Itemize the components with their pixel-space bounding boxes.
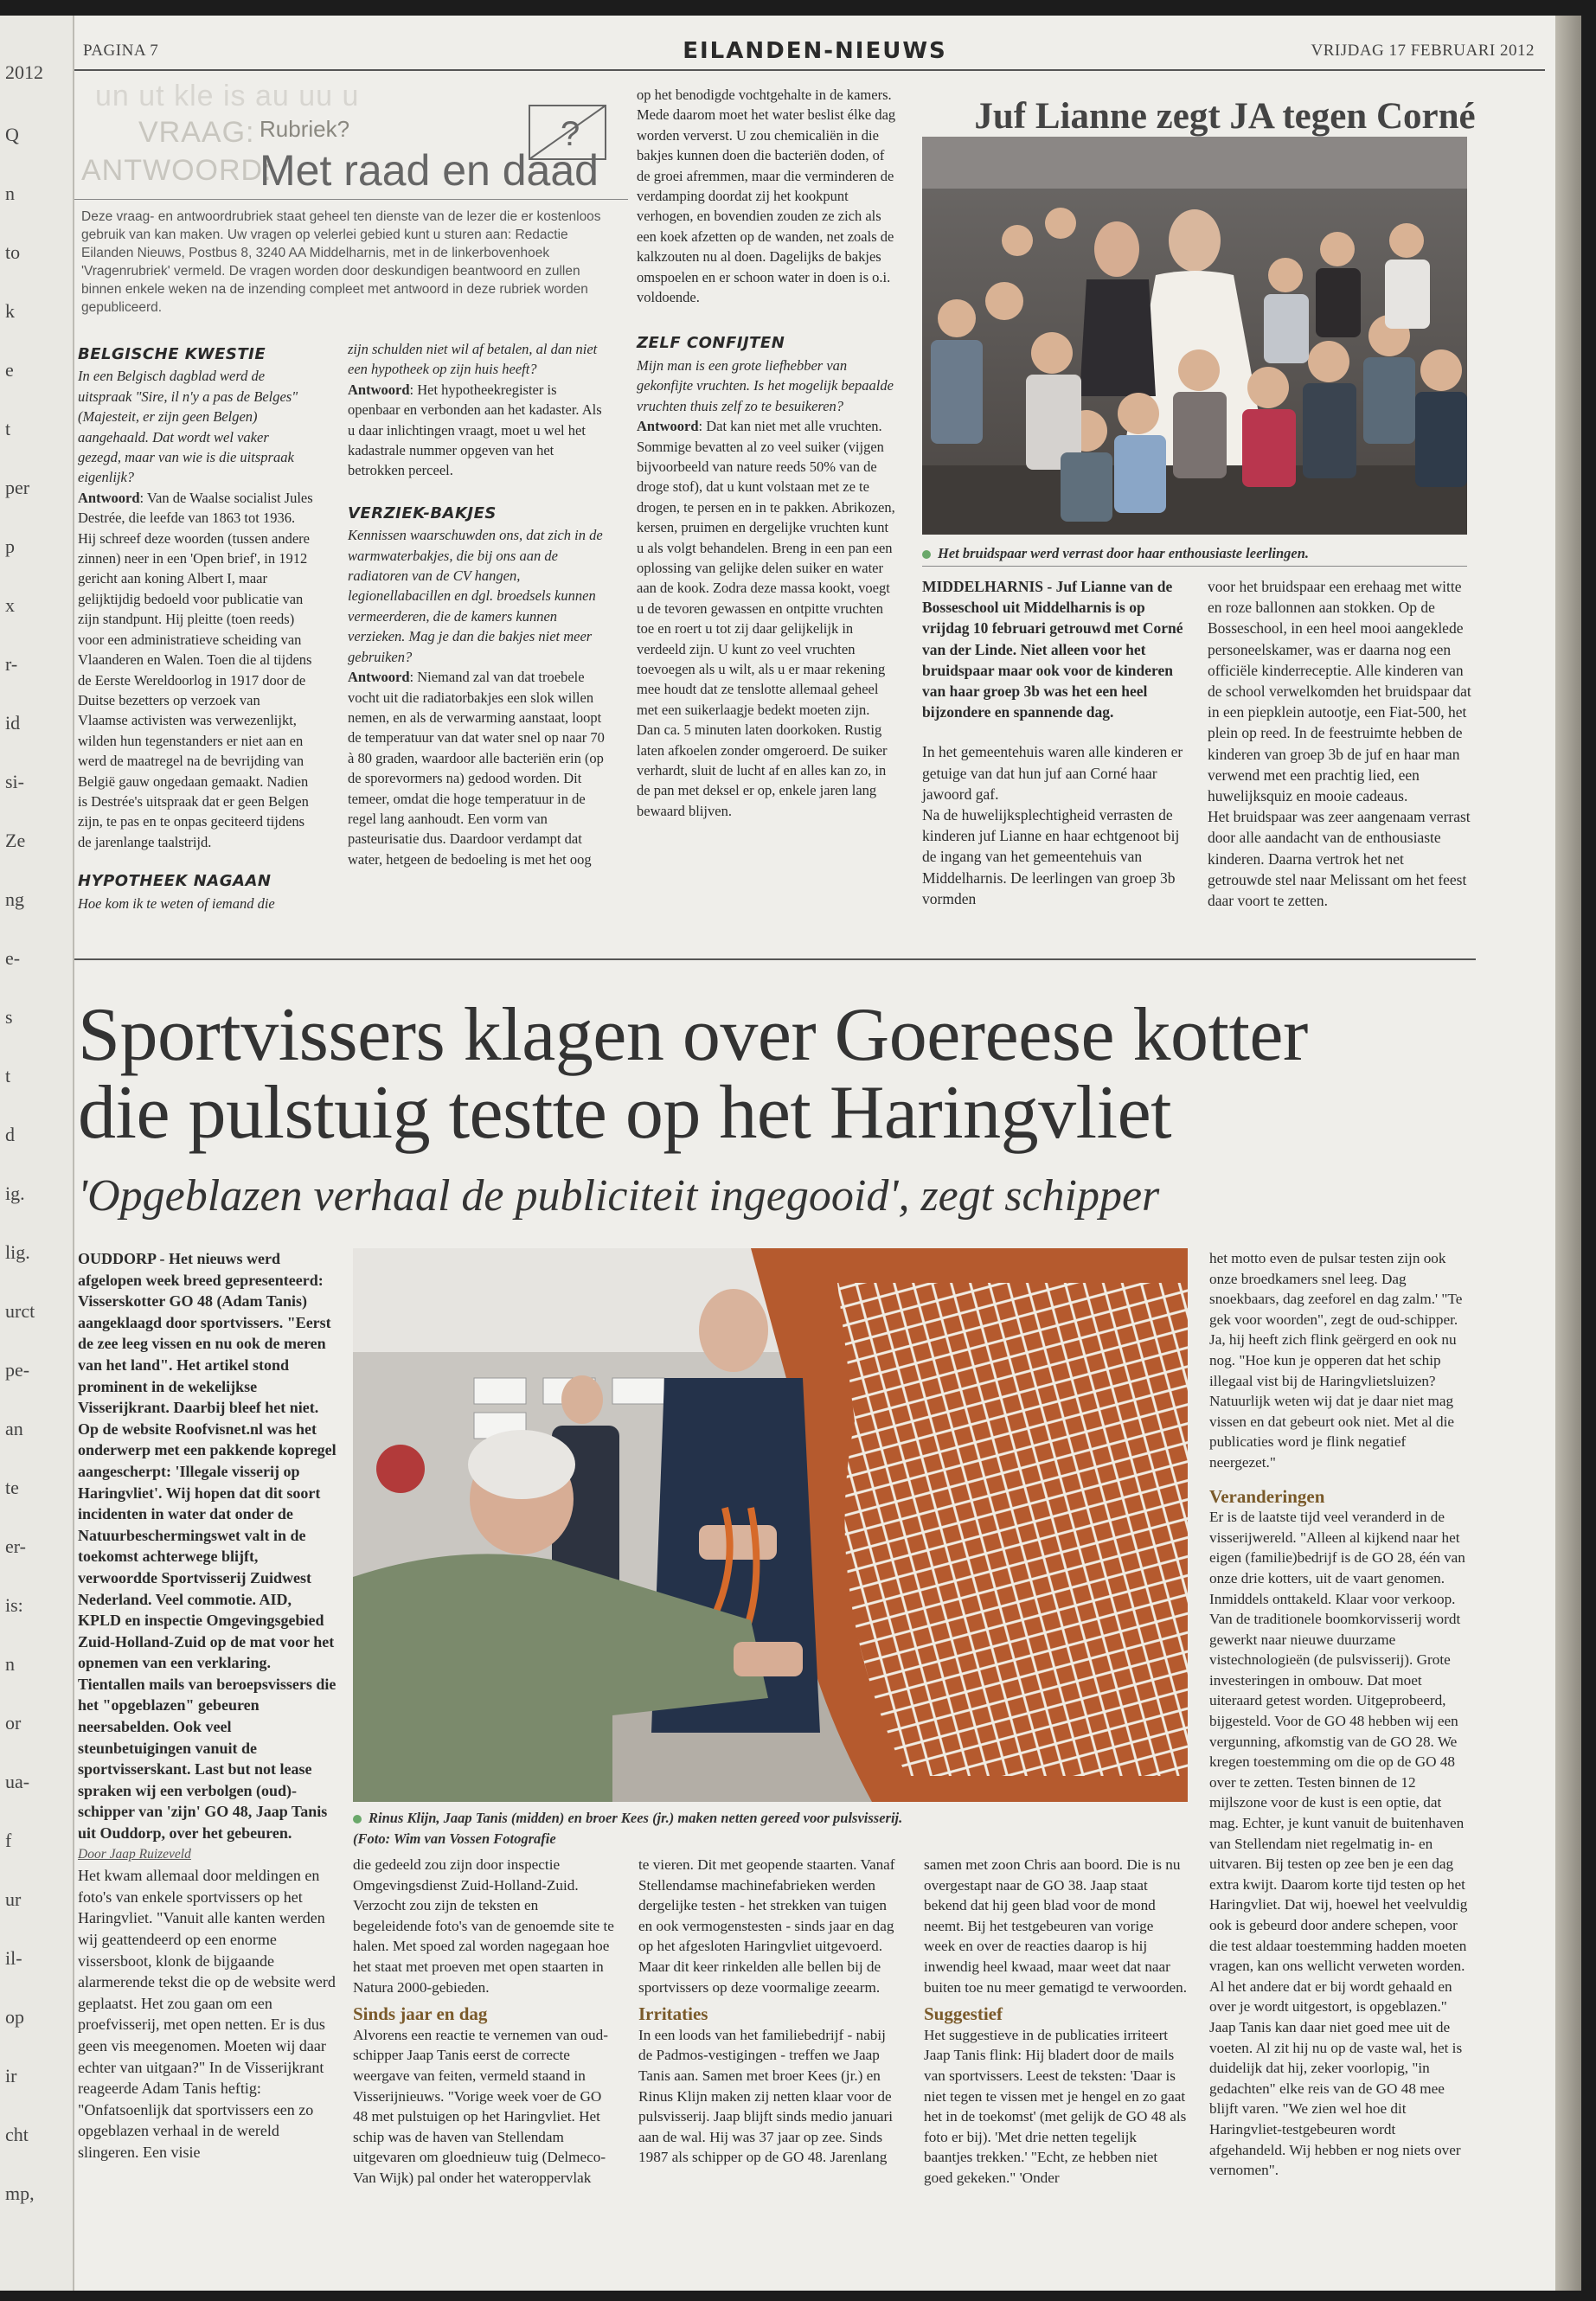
qa-rubriek-label: Rubriek? <box>260 116 350 142</box>
subhead-irritaties: Irritaties <box>638 2003 708 2025</box>
juf-lead: MIDDELHARNIS - Juf Lianne van de Bosseschool uit Middelharnis is op vrijdag 10 februari getrouwd met Corné van der Linde. Niet alleen voor het bruidspaar maar ook voor de kinderen van haar groep 3b was het een heel bijzondere en spannende dag. <box>922 578 1183 721</box>
sport-body-4a: samen met zoon Chris aan boord. Die is nu overgestapt naar de GO 38. Jaap staat bekend dat hij geen blad voor de mond neemt. Bij het testgebeuren van vorige week en over de reacties daarop is hij inwendig heel kwaad, maar weet dat naar buiten toe nu meer gematigd te verwoorden. <box>924 1856 1188 1996</box>
previous-page-fragment: e- <box>5 947 21 969</box>
sport-headline-line-2: die pulstuig testte op het Haringvliet <box>78 1071 1172 1155</box>
page-number: PAGINA 7 <box>83 42 159 60</box>
wedding-photo-image <box>922 137 1467 535</box>
masthead: EILANDEN-NIEUWS <box>683 38 947 64</box>
juf-body-1: In het gemeentehuis waren alle kinderen er getuige van dat hun juf aan Corné haar jawoord gaf. <box>922 743 1183 803</box>
previous-page-folio: 2012 <box>5 61 43 83</box>
previous-page-fragment: op <box>5 2006 24 2028</box>
envelope-question-mark: ? <box>561 115 580 153</box>
juf-body-2: Na de huwelijksplechtigheid verrasten de kinderen juf Lianne en haar echtgenoot bij de ingang van het gemeentehuis van Middelharnis. De leerlingen van groep 3b vormden <box>922 806 1180 907</box>
qa-answer-3-label: Antwoord <box>348 669 410 686</box>
sport-body-5a: het motto even de pulsar testen zijn ook onze broedkamers snel leeg. Dag snoekbaars, dag zeeforel en dag zalm.' "Te gek voor woorden", zegt de oud-schipper. Ja, hij heeft zich flink geërgerd en ook nu nog. "Hoe kun je opperen dat het schip illegaal vist bij de Haringvlietsluizen? Natuurlijk weten wij dat je daar niet mag vissen en dat gebeurt ook niet. Met al die publicaties word je flink negatief neergezet." <box>1209 1250 1463 1471</box>
wedding-caption-text: Het bruidspaar werd verrast door haar enthousiaste leerlingen. <box>938 545 1310 561</box>
issue-date: VRIJDAG 17 FEBRUARI 2012 <box>1311 42 1535 60</box>
previous-page-fragment: ua- <box>5 1771 30 1792</box>
previous-page-fragment: pe- <box>5 1359 30 1381</box>
qa-question-4: Mijn man is een grote liefhebber van gekonfijte vruchten. Is het mogelijk bepaalde vruchten thuis zelf zo te besuikeren? <box>637 356 894 414</box>
qa-question-1: In een Belgisch dagblad werd de uitspraak "Sire, il n'y a pas de Belges" (Majesteit, er zijn geen Belgen) aangehaald. Dat wordt wel vaker gezegd, maar van wie is die uitspraak eigenlijk? <box>78 368 298 486</box>
qa-question-3: Kennissen waarschuwden ons, dat zich in de warmwaterbakjes, die bij ons aan de radiatoren van de CV hangen, legionellabacillen en dgl. broedsels kunnen vermeerderen, die de kamers kunnen verzieken. Mag je dan die bakjes niet meer gebruiken? <box>348 527 603 665</box>
qa-heading-verziek-bakjes: VERZIEK-BAKJES <box>348 503 497 522</box>
sport-body-4b: Het suggestieve in de publicaties irriteert Jaap Tanis flink: Hij bladert door de mails van sportvissers. Leest de teksten: 'Daar is niet tegen te vissen met je hengel en zo gaat het in de toekomst' (met gelijk de GO 48 als foto er bij). 'Met drie netten tegelijk baantjes trekken.' "Echt, ze hebben niet goed gekeken." 'Onder <box>924 2026 1187 2186</box>
previous-page-fragment: id <box>5 712 21 734</box>
qa-vraag-label: VRAAG: <box>138 116 255 149</box>
qa-rubric-header <box>78 80 631 197</box>
qa-answer-1-label: Antwoord <box>78 489 140 506</box>
nets-photo-credit: (Foto: Wim van Vossen Fotografie <box>353 1830 556 1847</box>
previous-page-fragment: n <box>5 183 15 204</box>
qa-answer-1 <box>78 488 313 852</box>
qa-antwoord-label: ANTWOORD: <box>81 154 272 187</box>
juf-column-1 <box>922 576 1186 909</box>
qa-answer-3-continued: op het benodigde vochtgehalte in de kamers. Mede daarom moet het water beslist élke dag worden ververst. U zou chemicaliën in die bakjes kunnen doen die bacteriën doden, of de groei afremmen, maar die verminderen de verdamping doordat zij het kookpunt verhogen, en bovendien zouden ze zich als een koek afzetten op de wanden, net zoals de kalkzouten nu al doen. Dagelijks de bakjes omspoelen en er schoon water in doen is o.i. voldoende. <box>637 87 896 306</box>
previous-page-fragment: or <box>5 1712 22 1734</box>
nets-caption-bullet-icon <box>353 1815 362 1823</box>
previous-page-fragment: k <box>5 300 15 322</box>
qa-column-3 <box>637 85 896 821</box>
qa-intro-text: Deze vraag- en antwoordrubriek staat geheel ten dienste van de lezer die er kostenloos gebruik van kan maken. Uw vragen op velerlei gebied kunt u sturen aan: Redactie Eilanden Nieuws, Postbus 8, 3240 AA Middelharnis, met in de linkerbovenhoek 'Vragenrubriek' vermeld. De vragen worden door deskundigen beantwoord en zullen binnen enkele weken na de inzending compleet met antwoord in deze rubriek worden gepubliceerd. <box>81 209 601 315</box>
previous-page-fragment: f <box>5 1830 12 1851</box>
sport-column-5 <box>1209 1248 1469 2181</box>
previous-page-fragment: ig. <box>5 1183 25 1204</box>
previous-page-fragment: ng <box>5 888 24 910</box>
sport-lead: OUDDORP - Het nieuws werd afgelopen week breed gepresenteerd: Visserskotter GO 48 (Adam Tanis) aangeklaagd door sportvissers. "Eerst de zee leeg vissen en nu ook de meren van het land". Het artikel stond prominent in de wekelijkse Visserijkrant. Daarbij bleef het niet. Op de website Roofvisnet.nl was het onderwerp met een pakkende kopregel aangescherpt: 'Illegale visserij op Haringvliet'. Wij hopen dat dit soort incidenten in water dat onder de Natuurbeschermingswet valt in de toekomst achterwege blijft, verwoordde Sportvisserij Zuidwest Nederland. Veel commotie. AID, KPLD en inspectie Omgevingsgebied Zuid-Holland-Zuid op de mat voor het opnemen van een verklaring. Tientallen mails van beroepsvissers die het "opgeblazen" gebeuren neersabelden. Ook veel steunbetuigingen vanuit de sportvisserskant. Last but not lease spraken wij een verbolgen (oud)-schipper van 'zijn' GO 48, Jaap Tanis uit Ouddorp, over het gebeuren. <box>78 1250 337 1843</box>
previous-page-fragment: te <box>5 1477 19 1498</box>
previous-page-fragment: n <box>5 1653 15 1675</box>
qa-column-1 <box>78 339 313 913</box>
qa-answer-2-label: Antwoord <box>348 381 410 398</box>
previous-page-fragment: to <box>5 241 21 263</box>
previous-page-fragment: e <box>5 359 14 381</box>
sport-byline: Door Jaap Ruizeveld <box>78 1846 191 1862</box>
caption-bullet-icon <box>922 550 931 559</box>
juf-body-3: voor het bruidspaar een erehaag met witte en roze ballonnen aan stokken. Op de Bosseschool, in een heel mooi aangeklede personeelskamer, was er daarna nog een officiële kinderreceptie. Alle kinderen van de school verwelkomden het bruidspaar dat in een piepklein autootje, een Fiat-500, het plein op reed. In de feestruimte hebben de kinderen van groep 3b de juf en haar man verwend met een prachtig lied, een huwelijksquiz en mooie cadeaus. <box>1208 578 1471 805</box>
nets-photo-caption <box>353 1810 1188 1827</box>
previous-page-fragment: er- <box>5 1535 26 1557</box>
qa-answer-2-text: : Het hypotheekregister is openbaar en verbonden aan het kadaster. Als u daar inlichtingen vraagt, moet u wel het kadastrale nummer opgeven van het betrokken perceel. <box>348 381 602 479</box>
previous-page-fragment: d <box>5 1124 15 1145</box>
qa-answer-4 <box>637 416 896 821</box>
sport-column-1 <box>78 1248 337 2163</box>
previous-page-fragment: Ze <box>5 830 26 851</box>
sport-body-2a: die gedeeld zou zijn door inspectie Omgevingsdienst Zuid-Holland-Zuid. Verzocht zou zijn de teksten en begeleidende foto's van de genoemde site te halen. Met spoed zal worden nagegaan hoe het staat met proeven met open staarten in Natura 2000-gebieden. <box>353 1856 614 1996</box>
previous-page-fragment: x <box>5 594 15 616</box>
sport-body-5b: Er is de laatste tijd veel veranderd in de visserijwereld. "Alleen al kijkend naar het eigen (familie)bedrijf is de GO 28, één van onze drie kotters, uit de vaart genomen. Inmiddels onttakeld. Klaar voor verkoop. Van de traditionele boomkorvisserij wordt gewerkt naar nieuwe duurzame vistechnologieën (de pulsvisserij). Grote investeringen in ombouw. Dat moet uiteraard getest worden. Uitgeprobeerd, bijgesteld. Voor de GO 48 hebben wij een vergunning, afkomstig van de GO 28. We kregen toestemming om die op de GO 48 over te zetten. Testen binnen de 12 mijlszone voor de kust is een optie, dat mag. Echter, je kunt vanuit de buitenhaven van Stellendam niet regelmatig in- en uitvaren. Bij testen op zee ben je een dag extra kwijt. Daarom korte tijd testen op het Haringvliet. Dat wij, hoewel het veelvuldig ook is gebeurd door andere schepen, voor die test aldaar toestemming hadden moeten vragen, kan ons wellicht verweten worden. Al het andere dat er bij wordt gehaald en over je wordt uitgestort, is opgeblazen." Jaap Tanis kan daar niet goed mee uit de voeten. Al zit hij nu op de vaste wal, het is duidelijk dat hij, zeker voorlopig, "in gedachten" elke reis van de GO 48 mee blijft varen. "We zien wel hoe dit Haringvliet-testgebeuren wordt afgehandeld. Wij hebben er nog niets over vernomen". <box>1209 1509 1468 2179</box>
juf-body-4: Het bruidspaar was zeer aangenaam verrast door alle aandacht van de enthousiaste kinderen. Daarna vertrok het net getrouwde stel naar Melissant om het feest daar voort te zetten. <box>1208 808 1471 910</box>
sport-column-2 <box>353 1855 617 2189</box>
qa-answer-3-text: : Niemand zal van dat troebele vocht uit die radiatorbakjes een slok willen nemen, en als de verwarming aanstaat, loopt de temperatuur van dat water snel op naar 70 à 80 graden, waardoor alle bacteriën erin (op de sporevormers na) gedood worden. Dit temeer, omdat die hoge temperatuur in de regel lang aanhoudt. Een vorm van pasteurisatie dus. Daardoor verdampt dat water, hetgeen de bedoeling is met het oog <box>348 669 605 868</box>
sport-body-1: Het kwam allemaal door meldingen en foto's van enkele sportvissers op het Haringvliet. "Vanuit alle kanten werden wij geattendeerd op een enorme vissersboot, klonk de bijgaande alarmerende tekst die op de website werd geplaatst. Het zou gaan om een proefvisserij, met open netten. Er is dus geen vis meegenomen. Moeten wij daar echter van uitgaan?" In de Visserijkrant reageerde Adam Tanis heftig: "Onfatsoenlijk dat sportvissers een zo opgeblazen verhaal in de wereld slingeren. Een visie <box>78 1867 336 2161</box>
previous-page-fragment: p <box>5 535 15 557</box>
subhead-suggestief: Suggestief <box>924 2003 1003 2025</box>
sport-column-4 <box>924 1855 1188 2189</box>
header-rule <box>74 69 1545 71</box>
previous-page-fragment: s <box>5 1006 13 1028</box>
previous-page-fragment: cht <box>5 2124 29 2145</box>
previous-page-fragment: lig. <box>5 1241 30 1263</box>
newspaper-page <box>74 16 1555 2291</box>
nets-workshop-photo <box>353 1248 1188 1802</box>
nets-photo-image <box>353 1248 1188 1802</box>
qa-header-rule <box>74 199 628 200</box>
juf-column-2 <box>1208 576 1471 911</box>
previous-page-fragment: t <box>5 1065 11 1086</box>
qa-heading-zelf-confijten: ZELF CONFIJTEN <box>637 334 785 353</box>
subhead-sinds-jaar-en-dag: Sinds jaar en dag <box>353 2003 488 2025</box>
previous-page-edge <box>0 16 74 2291</box>
previous-page-fragment: mp, <box>5 2182 35 2204</box>
previous-page-fragment: urct <box>5 1300 35 1322</box>
nets-caption-text: Rinus Klijn, Jaap Tanis (midden) en broer Kees (jr.) maken netten gereed voor pulsvisserij. <box>369 1810 903 1826</box>
previous-page-fragment: si- <box>5 771 24 792</box>
sport-body-3a: te vieren. Dit met geopende staarten. Vanaf Stellendamse machinefabrieken werden dergelijke testen - het strekken van tuigen en ook vermogenstesten - sinds jaar en dag op het afgesloten Haringvliet uitgevoerd. Maar dit keer rinkelden alle bellen bij de sportvissers op deze voormalige zeearm. <box>638 1856 895 1996</box>
previous-page-fragment: Q <box>5 124 19 145</box>
sport-body-2b: Alvorens een reactie te vernemen van oud-schipper Jaap Tanis eerst de correcte weergave van feiten, vermeld staand in Visserijnieuws. "Vorige week voer de GO 48 met pulstuigen op het Haringvliet. Het schip was de haven van Stellendam uitgevaren om gloednieuw tuig (Delmeco-Van Wijk) pal onder het wateroppervlak <box>353 2026 608 2186</box>
qa-title: Met raad en daad <box>260 146 599 195</box>
qa-answer-2 <box>348 380 607 481</box>
qa-answer-1-text: : Van de Waalse socialist Jules Destrée, die leefde van 1863 tot 1936. Hij schreef deze woorden (tussen andere zinnen) neer in een 'Open brief', in 1912 gericht aan koning Albert I, maar gelijktijdig bedoeld voor publicatie van zijn standpunt. Hij pleitte (toen reeds) voor een administratieve scheiding van Vlaanderen en Walen. Toen die al tijdens de Eerste Wereldoorlog in 1917 door de Duitse bezetters op verzoek van Vlaamse activisten was verwezenlijkt, wilden hun tegenstanders er niet aan en werd de maatregel na de bevrijding van België gauw ongedaan gemaakt. Nadien is Destrée's uitspraak dat er geen Belgen zijn, te pas en te onpas geciteerd tijdens de jarenlange taalstrijd. <box>78 489 313 850</box>
previous-page-fragment: an <box>5 1418 23 1439</box>
previous-page-fragment: r- <box>5 653 18 675</box>
previous-page-fragment: is: <box>5 1594 23 1616</box>
wedding-caption-rule <box>922 566 1467 567</box>
section-divider <box>74 958 1476 960</box>
sport-column-3 <box>638 1855 902 2168</box>
qa-ghost-text: un ut kle is au uu u <box>95 80 360 112</box>
subhead-veranderingen: Veranderingen <box>1209 1485 1325 1507</box>
page-binding-shadow <box>1555 16 1581 2291</box>
qa-column-2 <box>348 339 607 869</box>
wedding-class-photo <box>922 137 1467 535</box>
envelope-question-icon <box>528 104 607 161</box>
sport-body-3b: In een loods van het familiebedrijf - nabij de Padmos-vestigingen - treffen we Jaap Tanis aan. Samen met broer Kees (jr.) en Rinus Klijn maken zij netten klaar voor de pulsvisserij. Jaap blijft sinds medio januari aan de wal. Hij was 37 jaar op zee. Sinds 1987 als schipper op de GO 48. Jarenlang <box>638 2026 894 2166</box>
juf-lianne-headline: Juf Lianne zegt JA tegen Corné <box>974 96 1476 137</box>
qa-answer-4-text: : Dat kan niet met alle vruchten. Sommige bevatten al zo veel suiker (vijgen bijvoorbeeld van nature reeds 50% van de droge stof), dat u kunt volstaan met ze te drogen, te persen en in te pakken. Abrikozen, kersen, pruimen en dergelijke vruchten kunt u als volgt behandelen. Breng in een pan een oplossing van gelijke delen suiker en water aan de kook. Zodra deze massa kookt, voegt u de tevoren gewassen en ontpitte vruchten toe en roert u tot zij daar gelijkelijk in verdeeld zijn. U kunt zo veel vruchten toevoegen als u wilt, als u er maar rekening mee houdt dat ze tenslotte allemaal geheel met een suikerlaagje bedekt moeten zijn. Dan ca. 5 minuten laten doorkoken. Rustig laten afkoelen zonder omgeroerd. De suiker verhardt, sluit de lucht af en alles kan zo, in de pan met deksel er op, enkele jaren lang bewaard blijven. <box>637 418 895 819</box>
previous-page-fragment: per <box>5 477 30 498</box>
sport-deck: 'Opgeblazen verhaal de publiciteit ingegooid', zegt schipper <box>78 1171 1160 1221</box>
qa-question-2-end: zijn schulden niet wil af betalen, al dan niet een hypotheek op zijn huis heeft? <box>348 341 598 378</box>
qa-heading-hypotheek: HYPOTHEEK NAGAAN <box>78 872 272 891</box>
qa-answer-4-label: Antwoord <box>637 418 699 435</box>
qa-answer-3 <box>348 667 607 869</box>
sport-headline-line-1: Sportvissers klagen over Goereese kotter <box>78 993 1308 1077</box>
wedding-photo-caption <box>922 545 1476 562</box>
previous-page-fragment: ir <box>5 2065 17 2086</box>
qa-heading-belgische-kwestie: BELGISCHE KWESTIE <box>78 345 266 363</box>
previous-page-fragment: t <box>5 418 11 439</box>
qa-question-2-start: Hoe kom ik te weten of iemand die <box>78 894 275 912</box>
previous-page-fragment: ur <box>5 1888 22 1910</box>
previous-page-fragment: il- <box>5 1947 22 1969</box>
